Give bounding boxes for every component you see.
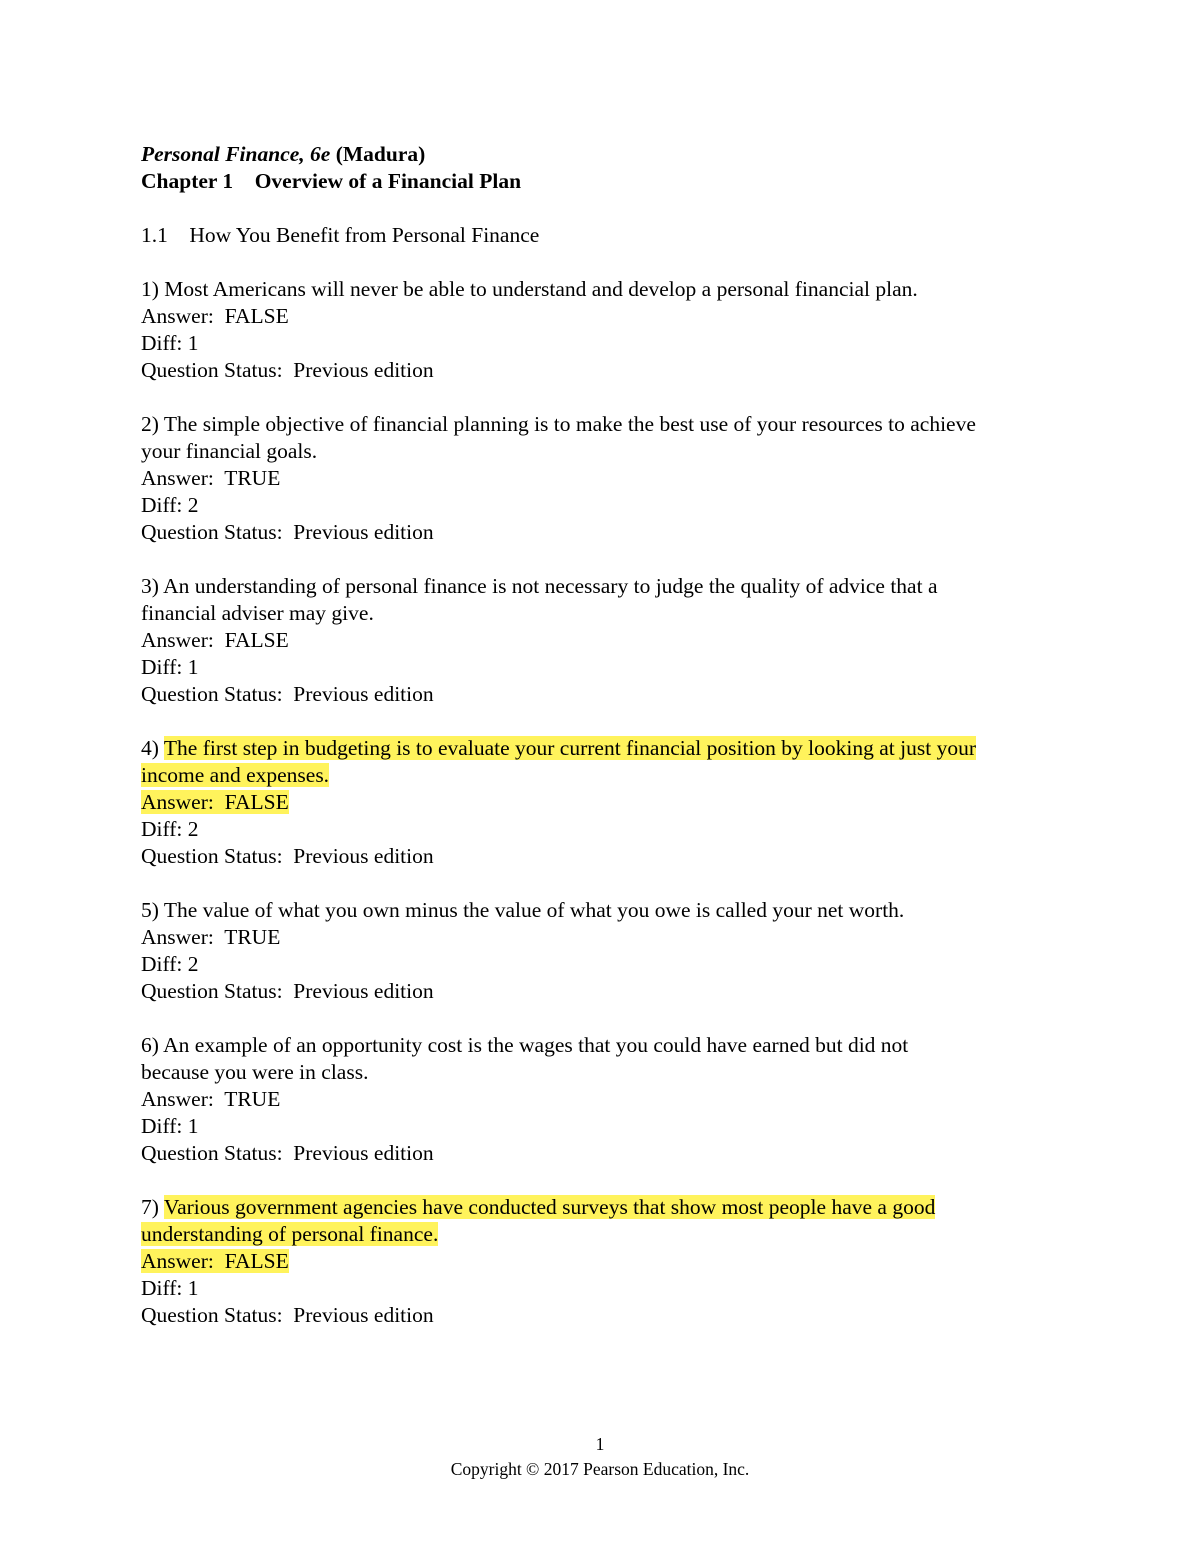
answer-text: Answer: TRUE: [141, 925, 281, 949]
difficulty-line: Diff: 2: [141, 493, 199, 517]
question-text: Most Americans will never be able to understand and develop a personal financial plan.: [164, 277, 918, 301]
question-status-line: Question Status: Previous edition: [141, 844, 434, 868]
question-text-line: [141, 573, 1081, 600]
question-status-line: Question Status: Previous edition: [141, 682, 434, 706]
question-item: [141, 411, 1081, 546]
answer-text: Answer: FALSE: [141, 1249, 289, 1273]
question-text: The first step in budgeting is to evaluate your current financial position by looking at just your: [163, 736, 976, 760]
question-text-line: [141, 1032, 1081, 1059]
question-item: [141, 735, 1081, 870]
answer-line: [141, 789, 1081, 816]
difficulty-line: Diff: 1: [141, 1276, 199, 1300]
question-text: income and expenses.: [141, 763, 330, 787]
question-text-line: [141, 438, 1081, 465]
question-text: because you were in class.: [141, 1060, 369, 1084]
section-heading: [141, 222, 1081, 249]
question-text-line: [141, 762, 1081, 789]
answer-line: [141, 465, 1081, 492]
question-text: The value of what you own minus the value of what you owe is called your net worth.: [163, 898, 905, 922]
question-text-line: [141, 1194, 1081, 1221]
answer-text: Answer: TRUE: [141, 466, 281, 490]
question-number: 5): [141, 898, 159, 922]
question-text: An example of an opportunity cost is the wages that you could have earned but did not: [163, 1033, 909, 1057]
section-title: How You Benefit from Personal Finance: [189, 223, 540, 247]
book-author: (Madura): [335, 142, 426, 166]
copyright-notice: Copyright © 2017 Pearson Education, Inc.: [450, 1459, 750, 1479]
question-text: The simple objective of financial planning is to make the best use of your resources to achieve: [163, 412, 976, 436]
answer-line: [141, 303, 1081, 330]
difficulty-line: Diff: 2: [141, 952, 199, 976]
question-text-line: [141, 411, 1081, 438]
answer-line: [141, 1086, 1081, 1113]
answer-line: [141, 924, 1081, 951]
question-number: 2): [141, 412, 159, 436]
difficulty-line: Diff: 1: [141, 655, 199, 679]
question-number: 7): [141, 1195, 159, 1219]
question-text-line: [141, 735, 1081, 762]
answer-line: [141, 627, 1081, 654]
page-number: 1: [595, 1434, 605, 1454]
question-list: [141, 276, 1081, 1329]
answer-line: [141, 1248, 1081, 1275]
question-number: 4): [141, 736, 159, 760]
question-text: Various government agencies have conducted surveys that show most people have a good: [163, 1195, 936, 1219]
question-text-line: [141, 1059, 1081, 1086]
page-content: [141, 141, 1081, 1356]
difficulty-line: Diff: 1: [141, 1114, 199, 1138]
question-status-line: Question Status: Previous edition: [141, 979, 434, 1003]
question-number: 1): [141, 277, 159, 301]
question-text-line: [141, 897, 1081, 924]
answer-text: Answer: FALSE: [141, 628, 289, 652]
book-title-line: [141, 141, 1081, 168]
chapter-title: Overview of a Financial Plan: [254, 169, 522, 193]
book-title: Personal Finance, 6e: [141, 142, 331, 166]
question-item: [141, 276, 1081, 384]
question-number: 6): [141, 1033, 159, 1057]
question-text-line: [141, 600, 1081, 627]
question-text: understanding of personal finance.: [141, 1222, 439, 1246]
question-status-line: Question Status: Previous edition: [141, 1303, 434, 1327]
question-status-line: Question Status: Previous edition: [141, 520, 434, 544]
question-item: [141, 1194, 1081, 1329]
answer-text: Answer: FALSE: [141, 790, 289, 814]
question-item: [141, 1032, 1081, 1167]
chapter-heading: [141, 168, 1081, 195]
question-number: 3): [141, 574, 159, 598]
question-status-line: Question Status: Previous edition: [141, 358, 434, 382]
difficulty-line: Diff: 1: [141, 331, 199, 355]
question-item: [141, 897, 1081, 1005]
chapter-label: Chapter 1: [141, 169, 234, 193]
question-text: financial adviser may give.: [141, 601, 374, 625]
question-text-line: [141, 276, 1081, 303]
answer-text: Answer: TRUE: [141, 1087, 281, 1111]
question-status-line: Question Status: Previous edition: [141, 1141, 434, 1165]
answer-text: Answer: FALSE: [141, 304, 289, 328]
question-item: [141, 573, 1081, 708]
question-text: your financial goals.: [141, 439, 318, 463]
difficulty-line: Diff: 2: [141, 817, 199, 841]
question-text: An understanding of personal finance is not necessary to judge the quality of advice that a: [163, 574, 938, 598]
question-text-line: [141, 1221, 1081, 1248]
section-number: 1.1: [141, 223, 168, 247]
